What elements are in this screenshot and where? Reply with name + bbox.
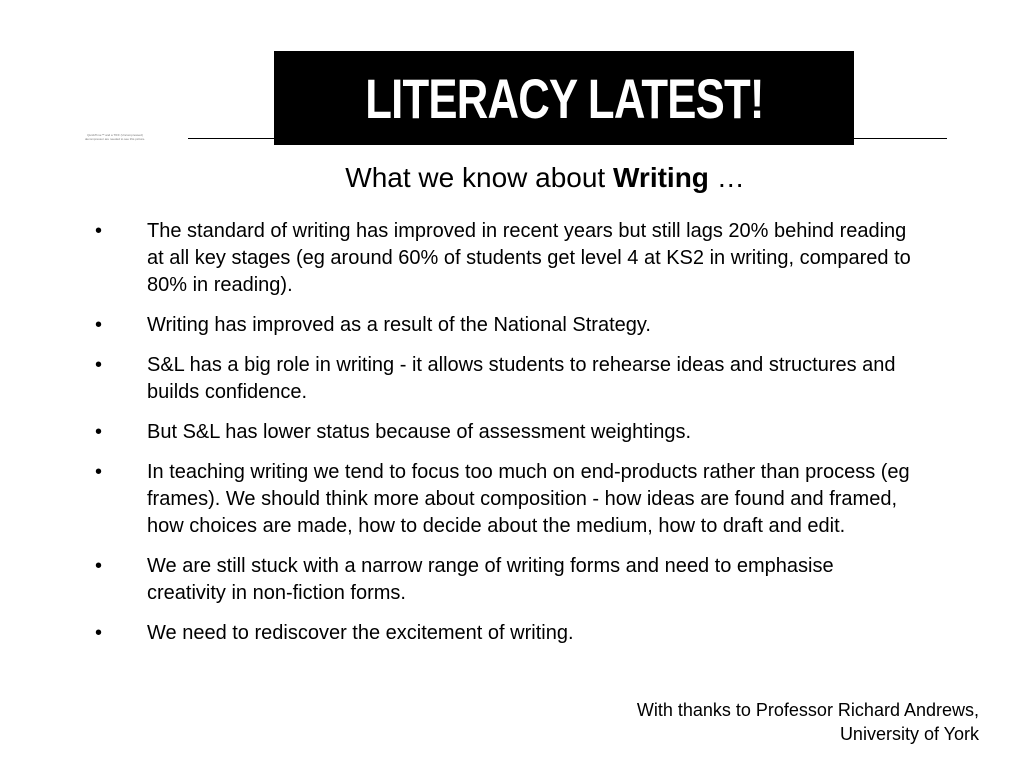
bullet-text: In teaching writing we tend to focus too much on end-products rather than process (eg frames). We should think more about composition - how ideas are found and framed, how choices are made, how to decide about the medium, how to draft and edit. (147, 461, 910, 537)
bullet-icon: • (95, 461, 103, 483)
title-rule-left (188, 138, 276, 139)
bullet-text: S&L has a big role in writing - it allows students to rehearse ideas and structures and builds confidence. (147, 354, 896, 403)
subtitle-bold: Writing (613, 162, 709, 193)
list-item (95, 218, 915, 299)
bullet-icon: • (95, 555, 103, 577)
slide-subtitle (0, 162, 1024, 194)
bullet-text: We are still stuck with a narrow range of writing forms and need to emphasise creativity in non-fiction forms. (147, 555, 834, 604)
list-item (95, 419, 915, 446)
bullet-text: Writing has improved as a result of the National Strategy. (147, 314, 651, 336)
bullet-icon: • (95, 421, 103, 443)
credit-line: With thanks to Professor Richard Andrews, (636, 700, 979, 720)
bullet-icon: • (95, 354, 103, 376)
list-item (95, 459, 915, 540)
bullet-text: We need to rediscover the excitement of writing. (147, 622, 574, 644)
subtitle-prefix: What we know about (345, 162, 613, 193)
bullet-icon: • (95, 220, 103, 242)
image-placeholder: QuickTime™ and a TIFF (Uncompressed) decompressor are needed to see this picture. (84, 133, 146, 141)
list-item (95, 312, 915, 339)
list-item (95, 620, 915, 647)
slide-title: LITERACY LATEST! (364, 66, 764, 130)
title-rule-right (852, 138, 947, 139)
bullet-text: The standard of writing has improved in recent years but still lags 20% behind reading at all key stages (eg around 60% of students get level 4 at KS2 in writing, compared to 80% in reading). (147, 220, 911, 296)
credit-note (637, 698, 979, 746)
bullet-list (95, 218, 915, 660)
title-banner (274, 51, 854, 145)
bullet-icon: • (95, 314, 103, 336)
bullet-icon: • (95, 622, 103, 644)
bullet-text: But S&L has lower status because of assessment weightings. (147, 421, 691, 443)
list-item (95, 352, 915, 406)
list-item (95, 553, 915, 607)
credit-affiliation: University of York (839, 724, 979, 744)
subtitle-suffix: … (708, 162, 745, 193)
